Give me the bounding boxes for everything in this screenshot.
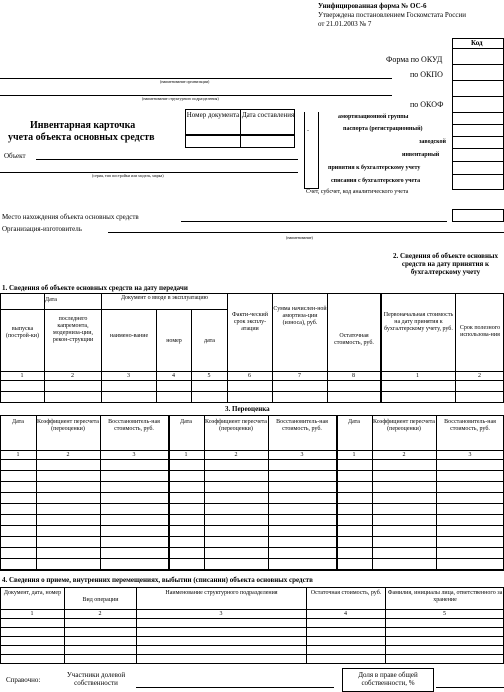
s3-coef-1: Коэффициент пересчета (переоценки): [205, 419, 267, 432]
manufacturer-label: Организация-изготовитель: [2, 225, 82, 233]
accepted-label: принятия к бухгалтерскому учету: [328, 165, 421, 171]
card-title-1: Инвентарная карточка: [30, 120, 136, 131]
s1-doc-date: дата: [204, 338, 215, 344]
approved-line-1: Утверждена постановлением Госкомстата России: [318, 11, 466, 19]
s3-date-2: Дата: [348, 419, 360, 425]
inventory-label: инвентарный: [402, 152, 440, 158]
okud-label: Форма по ОКУД: [386, 55, 443, 64]
s1-residual: Остаточная стоимость, руб.: [334, 333, 374, 346]
s2-initial: Первоначальная стоимость на дату принятия к бухгалтерскому учету, руб.: [383, 312, 454, 332]
s1-doc-name: наимено-вание: [109, 333, 149, 339]
s3-restore-2: Восстановитель-ная стоимость, руб.: [444, 419, 496, 432]
manufacturer-line: [108, 232, 504, 233]
s1-depreciation: Сумма начислен-ной амортиза-ции (износа), руб.: [273, 306, 327, 326]
s3-restore-0: Восстановитель-ная стоимость, руб.: [108, 419, 160, 432]
s3-coef-2: Коэффициент пересчета (переоценки): [373, 419, 435, 432]
location-label: Место нахождения объекта основных средств: [2, 213, 139, 221]
s2-useful-life: Срок полезного использова-ния: [459, 325, 501, 338]
participants-label: Участники долевой собственности: [66, 671, 126, 688]
s1-doc-number: номер: [166, 338, 182, 344]
share-label: Доля в праве общей собственности, %: [358, 671, 418, 688]
series-caption: (серия, тип постройки или модель, марка): [92, 173, 164, 178]
account-label: Счет, субсчет, код аналитического учета: [306, 189, 409, 195]
s1-release: выпуска (построй-ки): [5, 326, 40, 339]
approved-line-2: от 21.01.2003 № 7: [318, 20, 372, 28]
s1-doc-group: Документ о вводе в эксплуатацию: [120, 295, 209, 301]
factory-label: заводской: [419, 139, 446, 145]
passport-label: паспорта (регистрационный): [343, 126, 423, 132]
code-column: [452, 38, 504, 190]
s1-date-group: Дата: [45, 297, 57, 303]
object-label: Объект: [4, 152, 26, 160]
section4-title: 4. Сведения о приеме, внутренних перемещениях, выбытии (списании) объекта основных средств: [2, 576, 313, 584]
doc-date-header: Дата составления: [241, 111, 295, 119]
dept-caption: (наименование структурного подразделения): [142, 96, 219, 101]
amort-label: амортизационной группы: [338, 114, 409, 120]
code-header: Код: [471, 39, 483, 47]
s3-date-1: Дата: [180, 419, 192, 425]
reference-label: Справочно:: [6, 676, 41, 684]
okpo-label: по ОКПО: [410, 70, 443, 79]
s4-doc: Документ, дата, номер: [3, 590, 62, 596]
org-caption: (наименование организации): [160, 79, 210, 84]
s3-restore-1: Восстановитель-ная стоимость, руб.: [276, 419, 328, 432]
section2-title: 2. Сведения об объекте основных средств на дату принятия к бухгалтерскому учету: [393, 252, 498, 277]
doc-number-header: Номер документа: [186, 111, 240, 119]
s3-coef-0: Коэффициент пересчета (переоценки): [37, 419, 99, 432]
card-title-2: учета объекта основных средств: [8, 132, 155, 143]
s4-residual: Остаточная стоимость, руб.: [310, 590, 382, 596]
s4-person: Фамилия, инициалы лица, ответственного за хранение: [387, 590, 503, 603]
section1-title: 1. Сведения об объекте основных средств на дату передачи: [2, 284, 188, 292]
name-caption: (наименование): [286, 235, 313, 240]
s4-dept: Наименование структурного подразделения: [165, 590, 278, 596]
form-title: Унифицированная форма № ОС-6: [318, 2, 427, 10]
s1-actual-term: Факти-ческий срок эксплу-атации: [232, 312, 268, 332]
section3-title: 3. Переоценка: [225, 405, 270, 413]
s4-operation: Вид операции: [82, 597, 119, 603]
writeoff-label: списания с бухгалтерского учета: [331, 178, 421, 184]
object-line: [36, 159, 298, 160]
location-line: [181, 221, 447, 222]
s3-date-0: Дата: [12, 419, 24, 425]
okof-label: по ОКОФ: [410, 100, 444, 109]
s1-repair: последнего капремонта, модерниза-ции, рекон-струкции: [52, 316, 94, 343]
